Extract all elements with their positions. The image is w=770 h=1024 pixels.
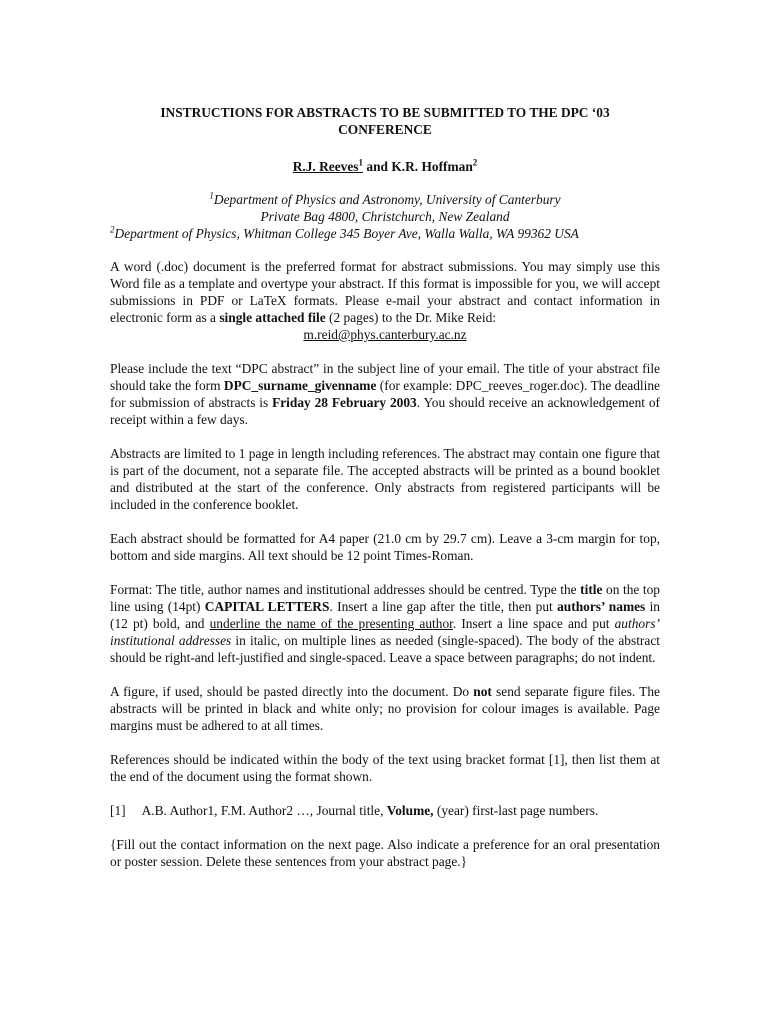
text-run: Format: The title, author names and institutional addresses should be centred. Type the [110, 582, 581, 597]
text-run: . Insert a line gap after the title, then put [329, 599, 558, 614]
affiliation-1-text: Department of Physics and Astronomy, University of Canterbury [213, 192, 561, 207]
underlined-run: underline the name of the presenting author [209, 616, 453, 631]
author-1-name: R.J. Reeves [292, 159, 359, 174]
paragraph-paper-format: Each abstract should be formatted for A4 paper (21.0 cm by 29.7 cm). Leave a 3-cm margin for top, bottom and side margins. All text should be 12 point Times-Roman. [110, 531, 660, 563]
affiliation-1-line-2: Private Bag 4800, Christchurch, New Zealand [260, 209, 510, 224]
paragraph-layout-format [110, 581, 660, 666]
bold-run: CAPITAL LETTERS [204, 599, 330, 614]
text-run: (for example: DPC_reeves_roger.doc). The deadline for submission of abstracts is [110, 378, 660, 410]
bold-run: not [473, 684, 492, 699]
text-run: in (12 pt) bold, and [110, 599, 660, 631]
author-2-name: K.R. Hoffman [391, 159, 473, 174]
text-run: [1] A.B. Author1, F.M. Author2 …, Journal title, [110, 803, 387, 818]
author-2-affiliation-mark: 2 [472, 157, 478, 168]
affiliation-2-text: Department of Physics, Whitman College 345 Boyer Ave, Walla Walla, WA 99362 USA [114, 226, 579, 241]
paragraph-length-limits: Abstracts are limited to 1 page in length including references. The abstract may contain one figure that is part of the document, not a separate file. The accepted abstracts will be printed as a bound booklet and distributed at the start of the conference. Only abstracts from registered participants will be included in the conference booklet. [110, 446, 660, 512]
italic-run: authors’ institutional addresses [110, 616, 660, 648]
text-run: A figure, if used, should be pasted directly into the document. Do [110, 684, 474, 699]
text-run: (year) first-last page numbers. [433, 803, 599, 818]
author-separator: and [363, 159, 392, 174]
title-line-2: CONFERENCE [338, 122, 432, 137]
contact-email-link[interactable]: m.reid@phys.canterbury.ac.nz [303, 327, 467, 342]
affiliation-1 [110, 191, 660, 208]
paragraph-submission-format [110, 258, 660, 326]
bold-run: DPC_surname_givenname [223, 378, 377, 393]
presenting-author [293, 159, 363, 174]
paragraph-contact-note: {Fill out the contact information on the next page. Also indicate a preference for an oral presentation or poster session. Delete these sentences from your abstract page.} [110, 837, 660, 869]
title-line-1: INSTRUCTIONS FOR ABSTRACTS TO BE SUBMITTED TO THE DPC ‘03 [160, 105, 610, 120]
text-run: in italic, on multiple lines as needed (single-spaced). The body of the abstract should be right-and left-justified and single-spaced. Leave a space between paragraphs; do not indent. [110, 633, 660, 665]
author-line [110, 158, 660, 175]
text-run: Please include the text “DPC abstract” in the subject line of your email. The title of your abstract file should take the form [110, 361, 660, 393]
text-run: . Insert a line space and put [452, 616, 615, 631]
document-body [110, 104, 660, 870]
affiliations [110, 191, 660, 242]
affiliation-2 [110, 225, 660, 242]
bold-run: single attached file [219, 310, 326, 325]
author-1-affiliation-mark: 1 [358, 157, 364, 168]
page-title [110, 104, 660, 138]
text-run: send separate figure files. The abstracts will be printed in black and white only; no provision for colour images is available. Page margins must be adhered to at all times. [110, 684, 660, 733]
paragraph-figures [110, 683, 660, 734]
text-run: on the top line using (14pt) [110, 582, 661, 614]
paragraph-references: References should be indicated within the body of the text using bracket format [1], then list them at the end of the document using the format shown. [110, 752, 660, 784]
bold-run: authors’ names [557, 599, 646, 614]
text-run: . You should receive an acknowledgement of receipt within a few days. [110, 395, 660, 427]
reference-example [110, 802, 660, 819]
deadline-date: Friday 28 February 2003 [272, 395, 417, 410]
text-run: A word (.doc) document is the preferred format for abstract submissions. You may simply use this Word file as a template and overtype your abstract. If this format is impossible for you, we will accept submissions in PDF or LaTeX formats. Please e-mail your abstract and contact information in electronic form as a [110, 259, 660, 325]
text-run: (2 pages) to the Dr. Mike Reid: [325, 310, 497, 325]
bold-run: title [580, 582, 603, 597]
bold-run: Volume, [386, 803, 434, 818]
paragraph-file-naming [110, 360, 660, 428]
affiliation-2-mark: 2 [110, 224, 115, 235]
affiliation-1-mark: 1 [209, 190, 214, 201]
